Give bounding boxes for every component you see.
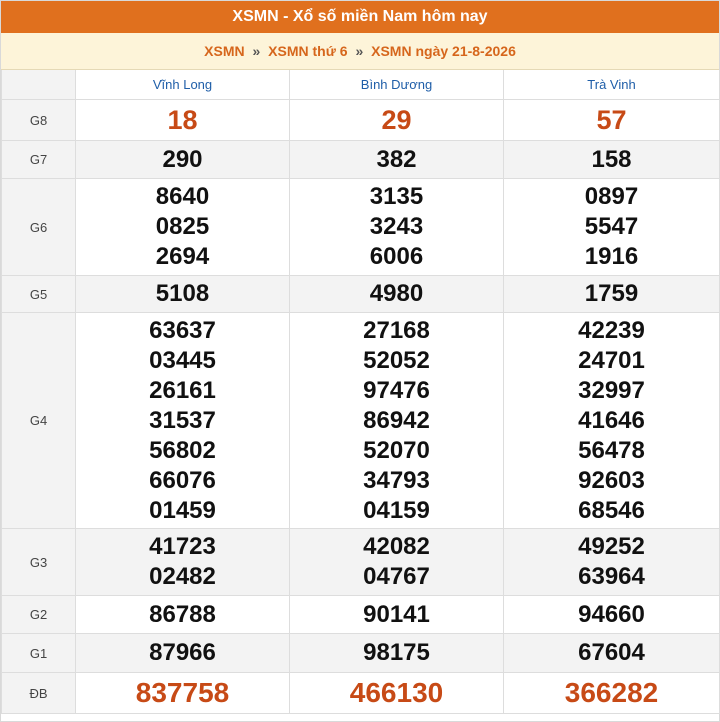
lottery-number: 1916: [584, 243, 639, 270]
prize-cell: [504, 529, 720, 596]
breadcrumb-separator: »: [252, 43, 261, 59]
prize-label: G7: [2, 141, 76, 179]
lottery-number: 4980: [369, 280, 424, 307]
lottery-number: 1759: [584, 280, 639, 307]
header-corner: [2, 70, 76, 100]
lottery-number: 03445: [149, 346, 216, 374]
prize-row: [2, 673, 720, 714]
lottery-number: 56802: [149, 436, 216, 464]
prize-label: G6: [2, 179, 76, 276]
prize-cell: [290, 313, 504, 529]
prize-cell: [504, 141, 720, 179]
lottery-number: 52070: [363, 436, 430, 464]
lottery-number: 366282: [564, 677, 659, 708]
results-table: [1, 70, 720, 714]
page-title: XSMN - Xổ số miền Nam hôm nay: [1, 1, 719, 33]
breadcrumb-xsmn[interactable]: XSMN: [204, 43, 245, 59]
lottery-number: 382: [376, 145, 417, 173]
prize-label: ĐB: [2, 673, 76, 714]
prize-row: [2, 276, 720, 313]
lottery-number: 24701: [578, 346, 645, 374]
province-binh-duong[interactable]: Bình Dương: [290, 70, 504, 100]
prize-cell: [290, 179, 504, 276]
prize-cell: [290, 100, 504, 141]
lottery-number: 90141: [363, 600, 430, 628]
prize-cell: [76, 634, 290, 673]
prize-label: G1: [2, 634, 76, 673]
lottery-number: 92603: [578, 466, 645, 494]
lottery-number: 3243: [369, 213, 424, 240]
province-tra-vinh[interactable]: Trà Vinh: [504, 70, 720, 100]
lottery-number: 02482: [149, 563, 216, 590]
prize-row: [2, 313, 720, 529]
lottery-number: 3135: [369, 183, 424, 210]
prize-cell: [76, 141, 290, 179]
prize-label: G8: [2, 100, 76, 141]
lottery-number: 5108: [155, 280, 210, 307]
lottery-number: 466130: [349, 677, 444, 708]
prize-cell: [504, 596, 720, 634]
lottery-number: 42082: [363, 533, 430, 560]
prize-cell: [76, 673, 290, 714]
prize-cell: [504, 100, 720, 141]
prize-cell: [290, 634, 504, 673]
lottery-number: 31537: [149, 406, 216, 434]
prize-cell: [504, 634, 720, 673]
prize-cell: [76, 596, 290, 634]
prize-row: [2, 141, 720, 179]
lottery-number: 63637: [149, 316, 216, 344]
lottery-number: 86942: [363, 406, 430, 434]
breadcrumb-xsmn-thu-6[interactable]: XSMN thứ 6: [268, 43, 348, 59]
lottery-number: 41723: [149, 533, 216, 560]
prize-row: [2, 179, 720, 276]
lottery-number: 66076: [149, 466, 216, 494]
breadcrumb: [1, 33, 719, 70]
prize-cell: [76, 276, 290, 313]
lottery-number: 32997: [578, 376, 645, 404]
lottery-number: 49252: [578, 533, 645, 560]
lottery-number: 67604: [578, 639, 645, 666]
prize-cell: [290, 141, 504, 179]
lottery-number: 5547: [584, 213, 639, 240]
lottery-number: 41646: [578, 406, 645, 434]
prize-cell: [290, 529, 504, 596]
lottery-number: 0897: [584, 183, 639, 210]
lottery-number: 18: [167, 105, 198, 135]
lottery-number: 2694: [155, 243, 210, 270]
lottery-number: 63964: [578, 563, 645, 590]
breadcrumb-separator: »: [355, 43, 364, 59]
breadcrumb-xsmn-date[interactable]: XSMN ngày 21-8-2026: [371, 43, 516, 59]
prize-cell: [504, 313, 720, 529]
lottery-number: 42239: [578, 316, 645, 344]
prize-cell: [76, 179, 290, 276]
lottery-number: 26161: [149, 376, 216, 404]
lottery-number: 0825: [155, 213, 210, 240]
lottery-number: 8640: [155, 183, 210, 210]
lottery-number: 01459: [149, 496, 216, 524]
lottery-number: 34793: [363, 466, 430, 494]
prize-label: G2: [2, 596, 76, 634]
prize-row: [2, 596, 720, 634]
lottery-number: 87966: [149, 639, 216, 666]
prize-cell: [504, 276, 720, 313]
lottery-number: 56478: [578, 436, 645, 464]
prize-cell: [504, 673, 720, 714]
lottery-number: 68546: [578, 496, 645, 524]
lottery-number: 27168: [363, 316, 430, 344]
prize-row: [2, 634, 720, 673]
lottery-number: 57: [596, 105, 627, 135]
lottery-number: 29: [381, 105, 412, 135]
prize-cell: [504, 179, 720, 276]
prize-label: G4: [2, 313, 76, 529]
prize-cell: [290, 673, 504, 714]
lottery-number: 86788: [149, 600, 216, 628]
lottery-number: 04159: [363, 496, 430, 524]
prize-row: [2, 100, 720, 141]
lottery-number: 98175: [363, 639, 430, 666]
lottery-number: 97476: [363, 376, 430, 404]
prize-cell: [76, 529, 290, 596]
prize-label: G5: [2, 276, 76, 313]
province-vinh-long[interactable]: Vĩnh Long: [76, 70, 290, 100]
lottery-number: 6006: [369, 243, 424, 270]
lottery-number: 837758: [135, 677, 230, 708]
lottery-number: 52052: [363, 346, 430, 374]
prize-label: G3: [2, 529, 76, 596]
lottery-number: 94660: [578, 600, 645, 628]
lottery-number: 290: [162, 145, 203, 173]
prize-row: [2, 529, 720, 596]
prize-cell: [76, 100, 290, 141]
lottery-number: 158: [591, 145, 632, 173]
prize-cell: [76, 313, 290, 529]
prize-cell: [290, 596, 504, 634]
prize-cell: [290, 276, 504, 313]
lottery-number: 04767: [363, 563, 430, 590]
